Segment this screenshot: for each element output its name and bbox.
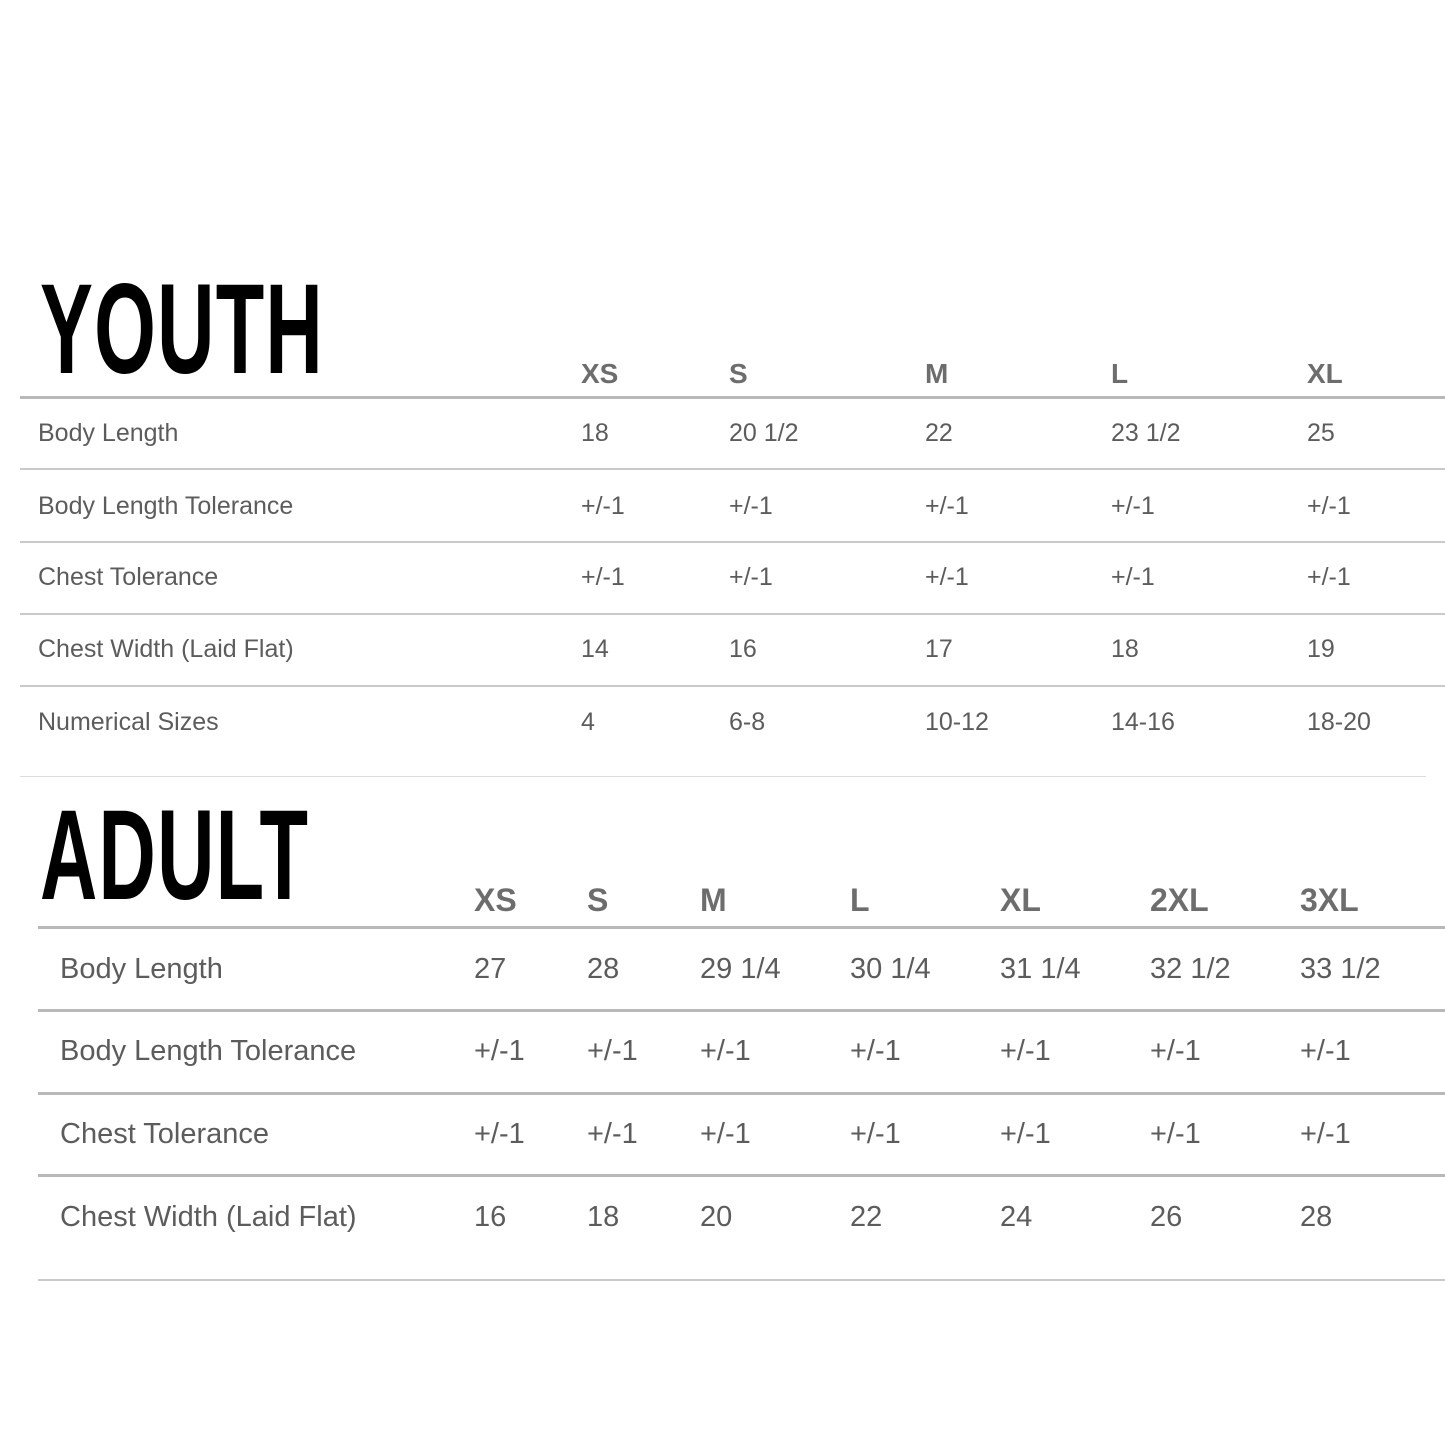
row-label: Body Length Tolerance (60, 1035, 357, 1067)
table-cell: +/-1 (581, 492, 625, 520)
table-cell: +/-1 (700, 1035, 751, 1067)
youth-size-l: L (1111, 358, 1129, 389)
adult-size-xs: XS (474, 882, 517, 918)
table-cell: 32 1/2 (1150, 953, 1231, 985)
row-divider (38, 1092, 1445, 1095)
table-cell: +/-1 (1307, 563, 1351, 591)
row-divider (20, 613, 1445, 615)
table-cell: +/-1 (1307, 492, 1351, 520)
table-cell: 18 (1111, 635, 1139, 663)
table-cell: 23 1/2 (1111, 419, 1181, 447)
adult-size-l: L (850, 882, 870, 918)
adult-size-3xl: 3XL (1300, 882, 1359, 918)
table-cell: 20 1/2 (729, 419, 799, 447)
table-cell: 14-16 (1111, 708, 1175, 736)
table-cell: +/-1 (850, 1035, 901, 1067)
youth-title: YOUTH (40, 258, 324, 401)
table-cell: +/-1 (587, 1035, 638, 1067)
youth-size-m: M (925, 358, 949, 389)
table-cell: 16 (729, 635, 757, 663)
row-label: Chest Width (Laid Flat) (38, 635, 294, 663)
adult-size-m: M (700, 882, 727, 918)
table-cell: +/-1 (1111, 563, 1155, 591)
row-label: Chest Tolerance (60, 1118, 270, 1150)
table-cell: 6-8 (729, 708, 766, 736)
table-cell: +/-1 (1111, 492, 1155, 520)
table-cell: +/-1 (729, 563, 773, 591)
table-cell: +/-1 (925, 492, 969, 520)
row-label: Numerical Sizes (38, 708, 219, 736)
row-divider (20, 468, 1445, 470)
table-cell: +/-1 (1150, 1035, 1201, 1067)
table-cell: 17 (925, 635, 953, 663)
table-cell: +/-1 (925, 563, 969, 591)
table-cell: 4 (581, 708, 595, 736)
table-cell: +/-1 (1300, 1035, 1351, 1067)
row-label: Body Length (60, 953, 223, 985)
table-cell: +/-1 (474, 1035, 525, 1067)
adult-size-2xl: 2XL (1150, 882, 1209, 918)
table-cell: +/-1 (581, 563, 625, 591)
table-cell: +/-1 (1000, 1118, 1051, 1150)
table-cell: 29 1/4 (700, 953, 781, 985)
table-cell: 31 1/4 (1000, 953, 1081, 985)
table-cell: +/-1 (1300, 1118, 1351, 1150)
row-divider (38, 1174, 1445, 1177)
row-label: Body Length Tolerance (38, 492, 294, 520)
row-divider (20, 541, 1445, 543)
section-divider (20, 776, 1426, 777)
table-cell: 19 (1307, 635, 1335, 663)
table-cell: +/-1 (1000, 1035, 1051, 1067)
table-cell: 20 (700, 1201, 733, 1233)
table-cell: 30 1/4 (850, 953, 931, 985)
table-cell: 18 (581, 419, 609, 447)
table-cell: 28 (587, 953, 620, 985)
table-cell: 18 (587, 1201, 620, 1233)
table-cell: 28 (1300, 1201, 1333, 1233)
adult-title: ADULT (40, 784, 310, 927)
row-label: Chest Tolerance (38, 563, 219, 591)
table-cell: 22 (850, 1201, 883, 1233)
table-cell: +/-1 (474, 1118, 525, 1150)
table-cell: 25 (1307, 419, 1335, 447)
table-cell: +/-1 (587, 1118, 638, 1150)
youth-size-s: S (729, 358, 748, 389)
table-cell: +/-1 (729, 492, 773, 520)
table-cell: 10-12 (925, 708, 989, 736)
table-cell: 16 (474, 1201, 507, 1233)
row-divider (38, 1009, 1445, 1012)
adult-header-divider (38, 926, 1445, 929)
table-cell: 22 (925, 419, 953, 447)
table-cell: 18-20 (1307, 708, 1371, 736)
table-cell: +/-1 (850, 1118, 901, 1150)
adult-size-xl: XL (1000, 882, 1041, 918)
table-cell: 27 (474, 953, 507, 985)
table-bottom-divider (38, 1279, 1445, 1281)
youth-header-divider (20, 396, 1445, 399)
table-cell: 26 (1150, 1201, 1183, 1233)
row-divider (20, 685, 1445, 687)
youth-size-xl: XL (1307, 358, 1343, 389)
table-cell: 33 1/2 (1300, 953, 1381, 985)
row-label: Body Length (38, 419, 179, 447)
row-label: Chest Width (Laid Flat) (60, 1201, 357, 1233)
youth-size-xs: XS (581, 358, 619, 389)
table-cell: 24 (1000, 1201, 1033, 1233)
table-cell: 14 (581, 635, 609, 663)
adult-size-s: S (587, 882, 609, 918)
table-cell: +/-1 (1150, 1118, 1201, 1150)
table-cell: +/-1 (700, 1118, 751, 1150)
